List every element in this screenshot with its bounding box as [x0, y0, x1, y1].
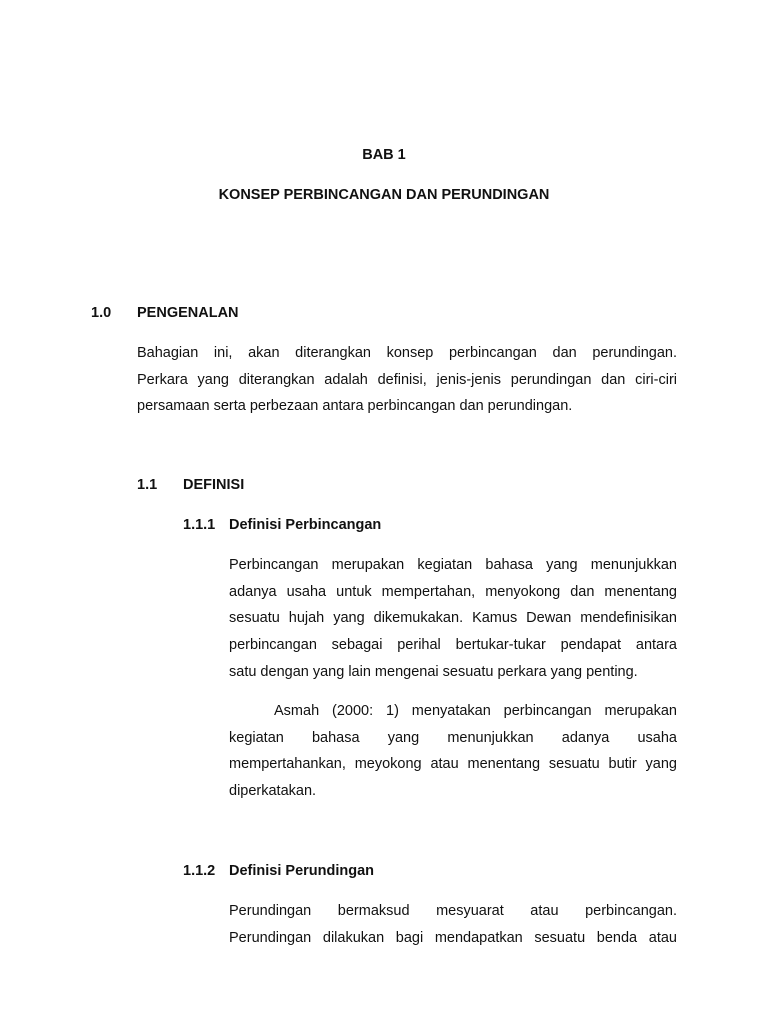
chapter-title: KONSEP PERBINCANGAN DAN PERUNDINGAN	[218, 187, 550, 203]
paragraph-line: persamaan serta perbezaan antara perbincangan dan perundingan.	[137, 398, 573, 415]
section-heading-definisi: DEFINISI	[183, 477, 245, 493]
paragraph-perbincangan-1	[229, 552, 677, 685]
paragraph-line: sesuatu hujah yang dikemukakan. Kamus Dewan mendefinisikan	[229, 610, 677, 627]
section-number-1-1-2: 1.1.2	[183, 863, 216, 879]
section-number-1-1: 1.1	[137, 477, 158, 493]
paragraph-line: Perbincangan merupakan kegiatan bahasa yang menunjukkan	[229, 557, 677, 573]
section-heading-definisi-perundingan: Definisi Perundingan	[229, 863, 375, 879]
paragraph-line: Bahagian ini, akan diterangkan konsep perbincangan dan perundingan.	[137, 345, 677, 361]
paragraph-line: mempertahankan, meyokong atau menentang sesuatu butir yang	[229, 756, 677, 773]
paragraph-line: Asmah (2000: 1) menyatakan perbincangan merupakan	[274, 703, 677, 719]
section-number-1-0: 1.0	[91, 305, 112, 321]
section-number-1-1-1: 1.1.1	[183, 517, 216, 533]
paragraph-perundingan	[229, 898, 677, 951]
paragraph-line: Perkara yang diterangkan adalah definisi, jenis-jenis perundingan dan ciri-ciri	[137, 371, 677, 388]
paragraph-line: Perundingan bermaksud mesyuarat atau perbincangan.	[229, 903, 677, 919]
section-heading-definisi-perbincangan: Definisi Perbincangan	[229, 517, 382, 533]
paragraph-line: Perundingan dilakukan bagi mendapatkan sesuatu benda atau	[229, 929, 677, 946]
paragraph-line: perbincangan sebagai perihal bertukar-tukar pendapat antara	[229, 637, 677, 654]
section-heading-pengenalan: PENGENALAN	[137, 305, 239, 321]
paragraph-perbincangan-2	[229, 698, 677, 805]
paragraph-pengenalan	[137, 340, 677, 420]
paragraph-line: satu dengan yang lain mengenai sesuatu perkara yang penting.	[229, 663, 638, 680]
chapter-label: BAB 1	[362, 147, 406, 163]
paragraph-line: adanya usaha untuk mempertahan, menyokong dan menentang	[229, 583, 677, 600]
paragraph-line: kegiatan bahasa yang menunjukkan adanya usaha	[229, 729, 677, 746]
paragraph-line: diperkatakan.	[229, 783, 317, 800]
